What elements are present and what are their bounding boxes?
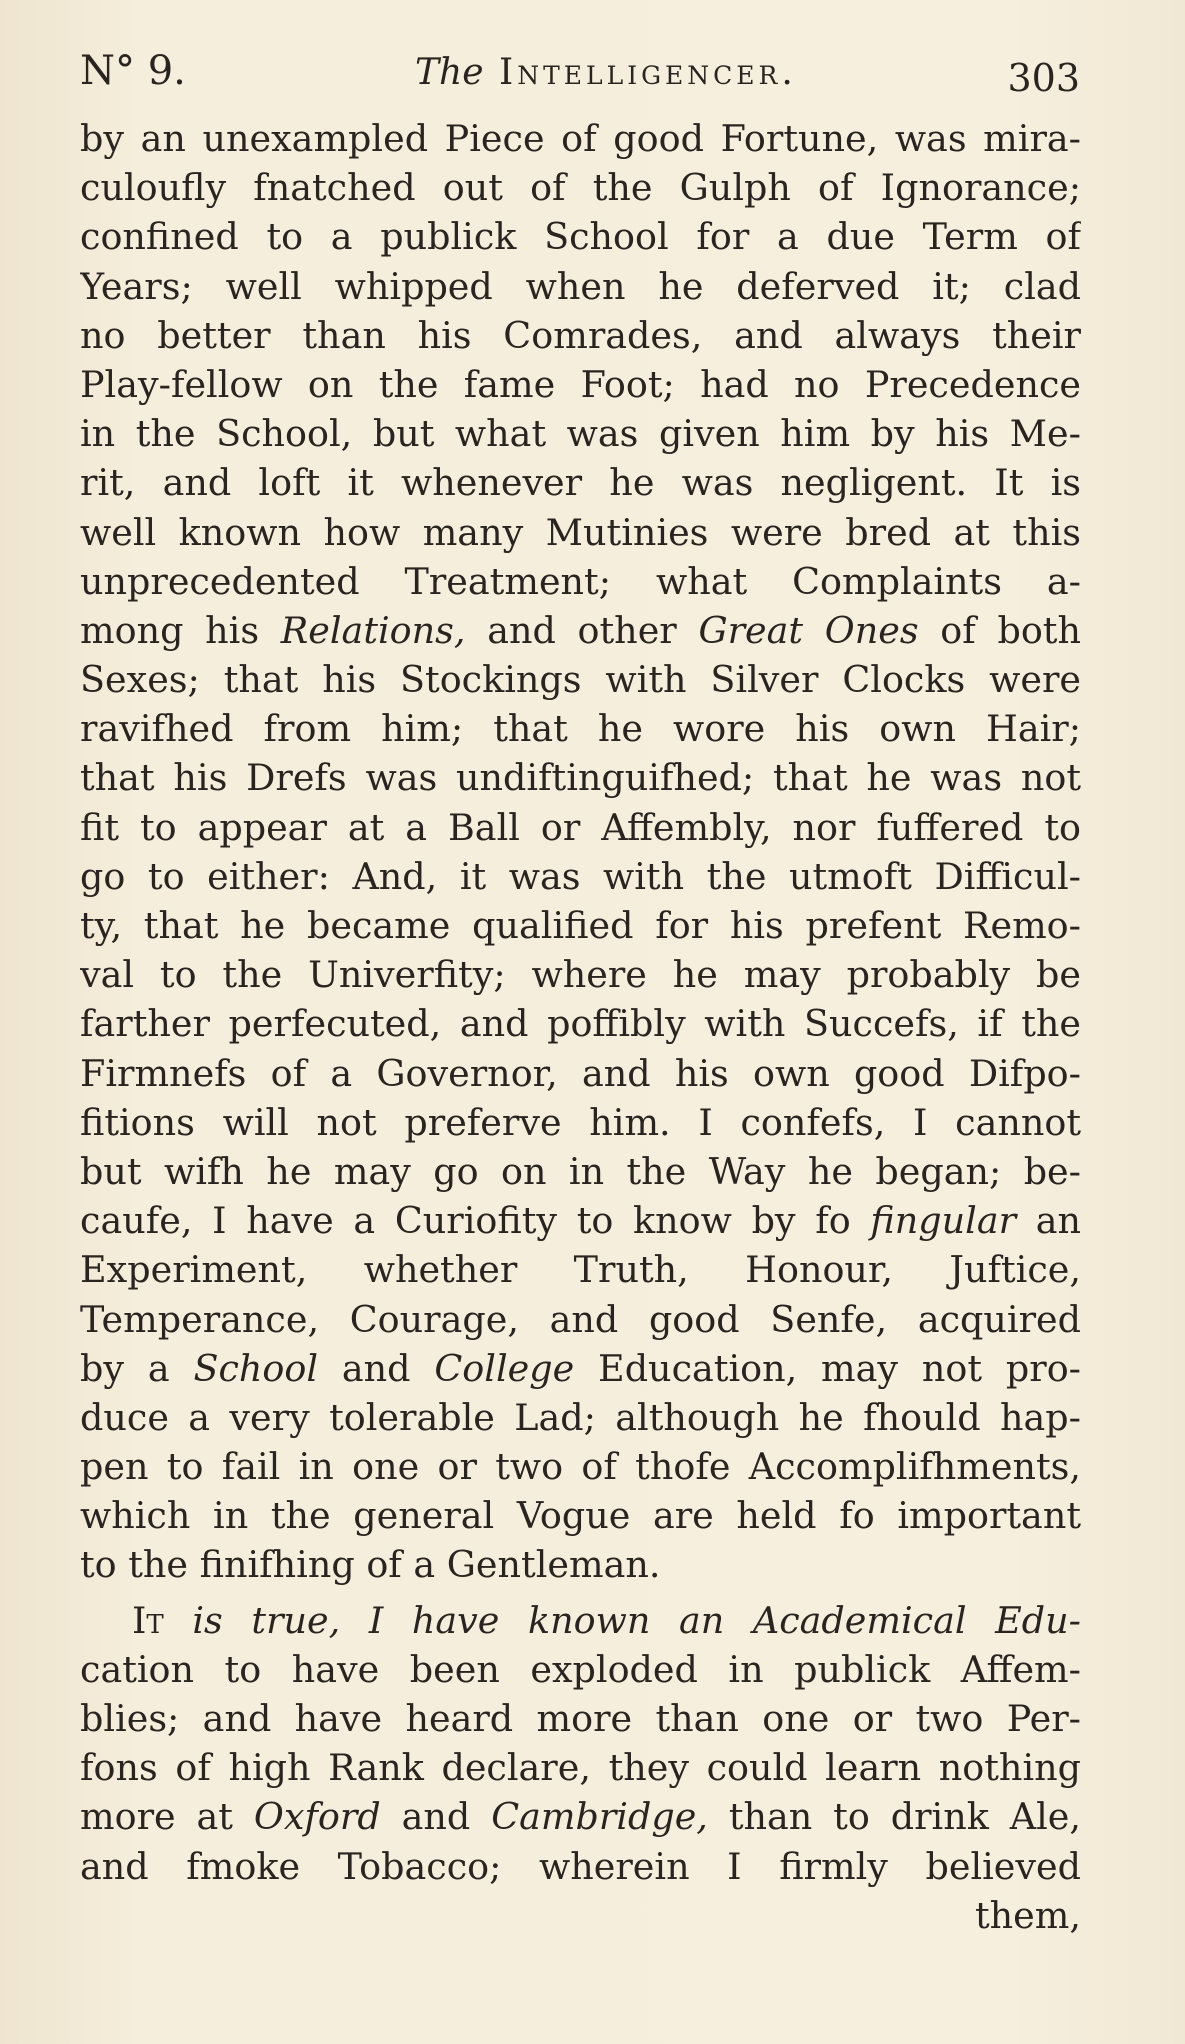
text-line: [80, 1694, 1081, 1743]
page-number: 303: [1007, 56, 1080, 100]
text-line: [80, 262, 1081, 311]
text-line: [80, 212, 1081, 261]
issue-number: N° 9.: [80, 48, 186, 94]
text-segment: by a: [80, 1346, 194, 1390]
text-line: [80, 852, 1081, 901]
italic-phrase: is true, I have known an Academical Edu-: [163, 1598, 1081, 1642]
text-segment: than to drink Ale,: [707, 1795, 1081, 1839]
paragraph-2: [80, 1596, 1081, 1891]
text-segment: by an unexampled Piece of good Fortune, was mira-: [80, 117, 1081, 160]
text-segment: Experiment, whether Truth, Honour, Juftice,: [80, 1248, 1081, 1292]
text-line: [80, 1147, 1081, 1196]
text-segment: and: [380, 1795, 492, 1839]
body-text: [80, 114, 1081, 1940]
text-segment: caufe, I have a Curiofity to know by fo: [80, 1199, 871, 1243]
text-segment: in the School, but what was given him by his Me-: [80, 412, 1081, 456]
text-line: [80, 753, 1081, 802]
text-line: [80, 1098, 1081, 1147]
italic-phrase: College: [434, 1346, 575, 1390]
text-segment: Temperance, Courage, and good Senfe, acquired: [80, 1297, 1081, 1341]
small-caps-opening: It: [132, 1598, 164, 1642]
text-line: [80, 1596, 1081, 1645]
text-segment: that his Drefs was undiftinguifhed; that he was not: [80, 756, 1081, 800]
text-segment: fitions will not preferve him. I confefs, I cannot: [80, 1100, 1081, 1144]
text-segment: farther perfecuted, and poffibly with Succefs, if the: [80, 1002, 1081, 1046]
text-segment: val to the Univerfity; where he may probably be: [80, 953, 1081, 997]
running-title: [415, 52, 797, 93]
text-segment: fons of high Rank declare, they could learn nothing: [80, 1746, 1081, 1790]
text-segment: an: [1016, 1199, 1081, 1243]
text-line: [80, 557, 1081, 606]
text-line: [80, 114, 1081, 163]
text-line: [80, 458, 1081, 507]
text-segment: Years; well whipped when he deferved it; clad: [80, 264, 1081, 308]
italic-phrase: School: [193, 1346, 319, 1390]
text-segment: ty, that he became qualified for his prefent Remo-: [80, 904, 1081, 947]
text-segment: unprecedented Treatment; what Complaints a-: [80, 559, 1081, 603]
text-segment: and other: [465, 608, 699, 652]
text-line: [80, 1442, 1081, 1491]
text-segment: mong his: [80, 608, 281, 652]
text-line: [80, 1491, 1081, 1540]
text-segment: cation to have been exploded in publick Affem-: [80, 1647, 1081, 1691]
text-segment: no better than his Comrades, and always their: [80, 313, 1081, 357]
text-line: [80, 409, 1081, 458]
text-segment: of both: [918, 608, 1081, 652]
text-segment: and: [318, 1346, 435, 1390]
text-line: [80, 1344, 1081, 1393]
text-line: [80, 803, 1081, 852]
text-line: [80, 999, 1081, 1048]
paragraph-1: [80, 114, 1081, 1590]
text-line: [80, 1049, 1081, 1098]
text-line: [80, 950, 1081, 999]
text-line: [80, 606, 1081, 655]
text-segment: Sexes; that his Stockings with Silver Clocks were: [80, 658, 1081, 702]
text-line: [80, 704, 1081, 753]
text-line: [80, 1295, 1081, 1344]
text-segment: Education, may not pro-: [574, 1346, 1081, 1390]
text-segment: Play-fellow on the fame Foot; had no Precedence: [80, 362, 1081, 406]
text-segment: but wifh he may go on in the Way he began; be-: [80, 1149, 1081, 1193]
text-segment: ravifhed from him; that he wore his own Hair;: [80, 707, 1081, 751]
text-line: [80, 1743, 1081, 1792]
text-line: [80, 1245, 1081, 1294]
text-segment: more at: [80, 1795, 254, 1839]
italic-phrase: Cambridge,: [491, 1795, 708, 1839]
text-line: [80, 311, 1081, 360]
text-line: [80, 1393, 1081, 1442]
text-segment: pen to fail in one or two of thofe Accomplifhments,: [80, 1445, 1081, 1489]
text-segment: well known how many Mutinies were bred at this: [80, 510, 1081, 554]
running-header: [80, 48, 1080, 108]
text-segment: blies; and have heard more than one or two Per-: [80, 1697, 1081, 1740]
text-segment: which in the general Vogue are held fo important: [80, 1494, 1081, 1538]
text-line: [80, 508, 1081, 557]
italic-phrase: Oxford: [253, 1795, 381, 1839]
text-segment: culoufly fnatched out of the Gulph of Ignorance;: [80, 166, 1081, 210]
text-line: [80, 901, 1081, 950]
text-line: [80, 1842, 1081, 1891]
italic-phrase: Relations,: [280, 608, 466, 652]
text-line: [80, 163, 1081, 212]
text-segment: rit, and loft it whenever he was negligent. It is: [80, 461, 1081, 505]
text-line: [80, 1645, 1081, 1694]
text-segment: confined to a publick School for a due Term of: [80, 215, 1081, 259]
italic-phrase: fingular: [870, 1199, 1017, 1243]
text-segment: to the finifhing of a Gentleman.: [80, 1543, 661, 1587]
text-line: [80, 1196, 1081, 1245]
text-segment: duce a very tolerable Lad; although he fhould hap-: [80, 1395, 1081, 1439]
text-line: [80, 1540, 1081, 1589]
text-line: [80, 1792, 1081, 1841]
text-line: [80, 360, 1081, 409]
running-title-article: The: [415, 52, 484, 93]
text-segment: go to either: And, it was with the utmoft Difficul-: [80, 854, 1081, 898]
text-segment: Firmnefs of a Governor, and his own good Difpo-: [80, 1051, 1081, 1095]
catchword: them,: [975, 1893, 1081, 1937]
running-title-name: Intelligencer.: [498, 52, 797, 93]
text-line: [80, 655, 1081, 704]
italic-phrase: Great Ones: [698, 608, 919, 652]
text-segment: and fmoke Tobacco; wherein I firmly believed: [80, 1844, 1081, 1888]
text-segment: fit to appear at a Ball or Affembly, nor fuffered to: [80, 805, 1081, 849]
